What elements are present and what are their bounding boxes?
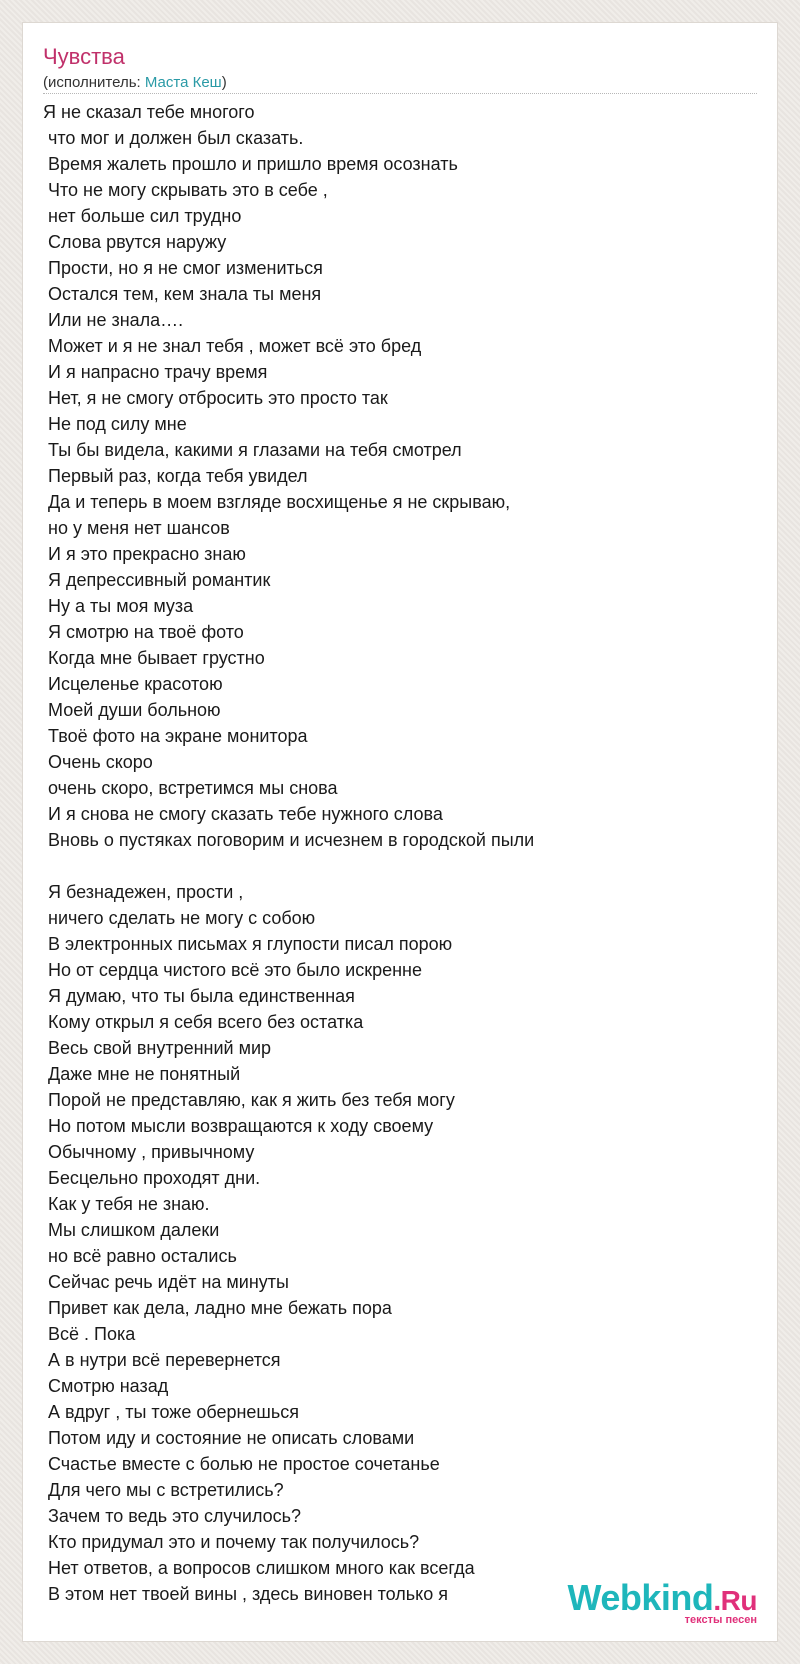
lyric-line: Мы слишком далеки bbox=[43, 1220, 220, 1240]
lyric-line: Ты бы видела, какими я глазами на тебя смотрел bbox=[43, 440, 462, 460]
lyric-line: В этом нет твоей вины , здесь виновен только я bbox=[43, 1584, 449, 1604]
lyric-line: Я думаю, что ты была единственная bbox=[43, 986, 355, 1006]
title-divider bbox=[43, 93, 757, 94]
lyric-line: Твоё фото на экране монитора bbox=[43, 726, 308, 746]
song-title: Чувства bbox=[43, 44, 125, 69]
lyric-line: Что не могу скрывать это в себе , bbox=[43, 180, 328, 200]
lyric-line: Очень скоро bbox=[43, 752, 153, 772]
lyric-line: очень скоро, встретимся мы снова bbox=[43, 778, 338, 798]
artist-link[interactable]: Маста Кеш bbox=[144, 74, 222, 91]
logo-suffix-text: .Ru bbox=[713, 1585, 757, 1616]
lyric-line: Я не сказал тебе многого bbox=[43, 102, 255, 122]
lyric-line: Бесцельно проходят дни. bbox=[43, 1168, 261, 1188]
lyric-line: А в нутри всё перевернется bbox=[43, 1350, 281, 1370]
lyric-line: ничего сделать не могу с собою bbox=[43, 908, 316, 928]
logo-tagline: тексты песен bbox=[684, 1614, 757, 1626]
lyric-line: Ну а ты моя муза bbox=[43, 596, 194, 616]
lyrics-text bbox=[43, 99, 743, 1607]
lyric-line: И я снова не смогу сказать тебе нужного слова bbox=[43, 804, 443, 824]
lyric-line: Когда мне бывает грустно bbox=[43, 648, 265, 668]
lyric-line: Но от сердца чистого всё это было искренне bbox=[43, 960, 422, 980]
lyric-line: Даже мне не понятный bbox=[43, 1064, 241, 1084]
lyric-line: Я депрессивный романтик bbox=[43, 570, 271, 590]
lyric-line: Кто придумал это и почему так получилось? bbox=[43, 1532, 420, 1552]
lyric-line: Обычному , привычному bbox=[43, 1142, 255, 1162]
lyric-line: В электронных письмах я глупости писал порою bbox=[43, 934, 453, 954]
lyric-line: И я напрасно трачу время bbox=[43, 362, 268, 382]
logo-main-text: Webkind bbox=[567, 1577, 714, 1618]
lyric-line: Но потом мысли возвращаются к ходу своему bbox=[43, 1116, 434, 1136]
stanza-break bbox=[43, 853, 743, 879]
lyric-line: Кому открыл я себя всего без остатка bbox=[43, 1012, 364, 1032]
lyric-line: Нет, я не смогу отбросить это просто так bbox=[43, 388, 388, 408]
lyric-line: Да и теперь в моем взгляде восхищенье я не скрываю, bbox=[43, 492, 511, 512]
lyric-line: Зачем то ведь это случилось? bbox=[43, 1506, 302, 1526]
lyric-line: Вновь о пустяках поговорим и исчезнем в городской пыли bbox=[43, 830, 535, 850]
lyric-line: Может и я не знал тебя , может всё это бред bbox=[43, 336, 422, 356]
lyric-line: Слова рвутся наружу bbox=[43, 232, 227, 252]
lyric-line: Прости, но я не смог измениться bbox=[43, 258, 323, 278]
lyric-line: Сейчас речь идёт на минуты bbox=[43, 1272, 289, 1292]
lyric-line: Смотрю назад bbox=[43, 1376, 169, 1396]
lyric-line: Нет ответов, а вопросов слишком много как всегда bbox=[43, 1558, 475, 1578]
lyric-line: нет больше сил трудно bbox=[43, 206, 242, 226]
lyric-line: Как у тебя не знаю. bbox=[43, 1194, 210, 1214]
lyric-line: А вдруг , ты тоже обернешься bbox=[43, 1402, 299, 1422]
lyric-line: Исцеленье красотою bbox=[43, 674, 223, 694]
lyric-line: Не под силу мне bbox=[43, 414, 187, 434]
lyric-line: И я это прекрасно знаю bbox=[43, 544, 246, 564]
lyric-line: Первый раз, когда тебя увидел bbox=[43, 466, 308, 486]
lyric-line: но у меня нет шансов bbox=[43, 518, 230, 538]
lyric-line: Остался тем, кем знала ты меня bbox=[43, 284, 322, 304]
lyric-line: Счастье вместе с болью не простое сочетанье bbox=[43, 1454, 440, 1474]
lyric-line: Моей души больною bbox=[43, 700, 221, 720]
lyric-line: Я смотрю на твоё фото bbox=[43, 622, 244, 642]
lyrics-card bbox=[22, 22, 778, 1642]
lyric-line: Потом иду и состояние не описать словами bbox=[43, 1428, 415, 1448]
artist-prefix: (исполнитель: bbox=[43, 74, 145, 91]
site-logo[interactable] bbox=[567, 1577, 757, 1626]
lyric-line: Для чего мы с встретились? bbox=[43, 1480, 284, 1500]
lyric-line: Весь свой внутренний мир bbox=[43, 1038, 272, 1058]
lyric-line: Привет как дела, ладно мне бежать пора bbox=[43, 1298, 392, 1318]
artist-suffix: ) bbox=[221, 74, 227, 91]
lyric-line: но всё равно остались bbox=[43, 1246, 237, 1266]
lyric-line: что мог и должен был сказать. bbox=[43, 128, 304, 148]
lyric-line: Или не знала…. bbox=[43, 310, 184, 330]
lyric-line: Всё . Пока bbox=[43, 1324, 136, 1344]
lyric-line: Я безнадежен, прости , bbox=[43, 882, 244, 902]
artist-line bbox=[43, 73, 227, 93]
lyric-line: Время жалеть прошло и пришло время осознать bbox=[43, 154, 458, 174]
lyric-line: Порой не представляю, как я жить без тебя могу bbox=[43, 1090, 455, 1110]
